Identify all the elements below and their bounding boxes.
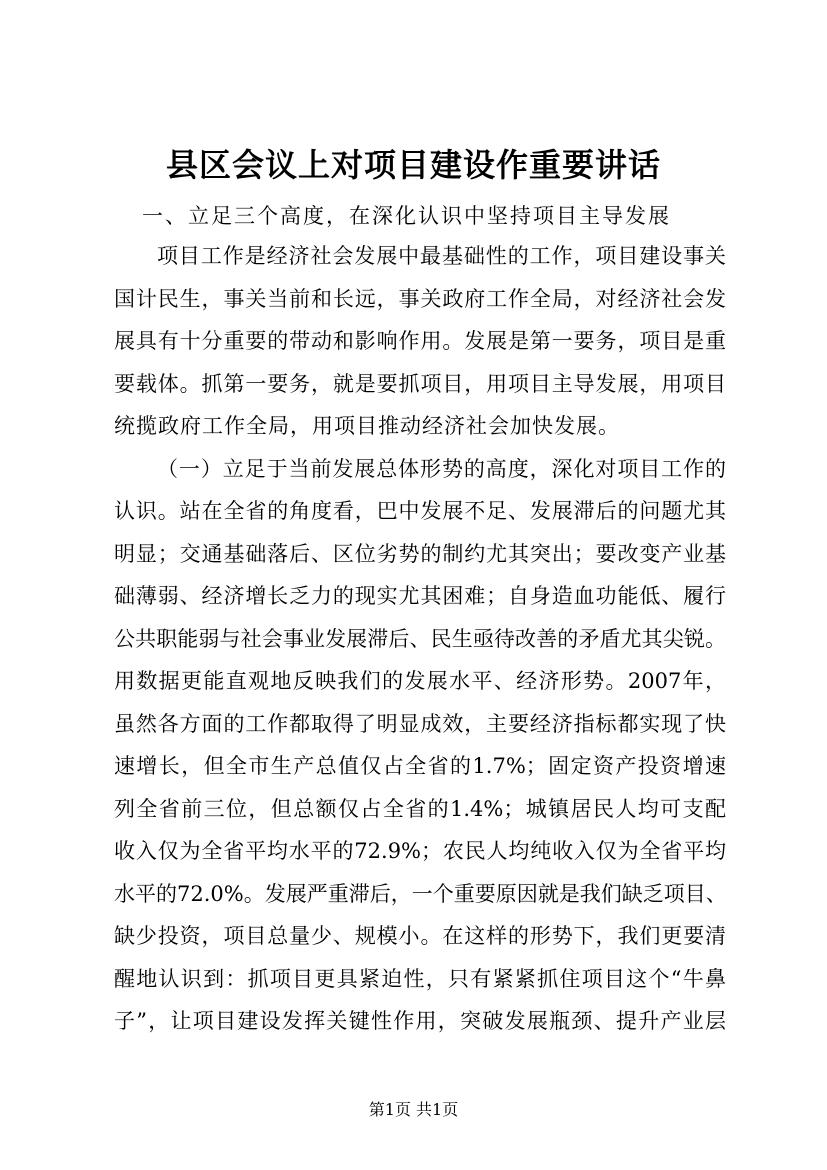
paragraph-line: 醒地认识到：抓项目更具紧迫性，只有紧紧抓住项目这个“牛鼻 <box>114 967 726 991</box>
paragraph-line: （一）立足于当前发展总体形势的高度，深化对项目工作的 <box>157 457 726 481</box>
document-title: 县区会议上对项目建设作重要讲话 <box>165 146 661 184</box>
paragraph-line: 速增长，但全市生产总值仅占全省的1.7%；固定资产投资增速 <box>114 754 726 778</box>
paragraph-line: 虽然各方面的工作都取得了明显成效，主要经济指标都实现了快 <box>114 712 726 736</box>
paragraph-line: 认识。站在全省的角度看，巴中发展不足、发展滞后的问题尤其 <box>114 499 726 523</box>
paragraph-line: 明显；交通基础落后、区位劣势的制约尤其突出；要改变产业基 <box>114 542 726 566</box>
paragraph-line: 公共职能弱与社会事业发展滞后、民生亟待改善的矛盾尤其尖锐。 <box>114 627 726 651</box>
page-number: 第1页 共1页 <box>368 1100 459 1119</box>
paragraph-line: 展具有十分重要的带动和影响作用。发展是第一要务，项目是重 <box>114 329 726 353</box>
paragraph-line: 用数据更能直观地反映我们的发展水平、经济形势。2007年， <box>114 669 726 693</box>
paragraph-line: 统揽政府工作全局，用项目推动经济社会加快发展。 <box>114 414 620 438</box>
paragraph-line: 列全省前三位，但总额仅占全省的1.4%；城镇居民人均可支配 <box>114 797 726 821</box>
paragraph-line: 水平的72.0%。发展严重滞后，一个重要原因就是我们缺乏项目、 <box>114 882 727 906</box>
paragraph-line: 项目工作是经济社会发展中最基础性的工作，项目建设事关 <box>157 244 726 268</box>
paragraph-line: 要载体。抓第一要务，就是要抓项目，用项目主导发展，用项目 <box>114 372 726 396</box>
paragraph-line: 础薄弱、经济增长乏力的现实尤其困难；自身造血功能低、履行 <box>114 584 726 608</box>
paragraph-line: 子”，让项目建设发挥关键性作用，突破发展瓶颈、提升产业层 <box>114 1009 726 1033</box>
section-heading: 一、立足三个高度，在深化认识中坚持项目主导发展 <box>142 204 671 228</box>
paragraph-line: 缺少投资，项目总量少、规模小。在这样的形势下，我们更要清 <box>114 924 726 948</box>
paragraph-line: 国计民生，事关当前和长远，事关政府工作全局，对经济社会发 <box>114 287 726 311</box>
paragraph-line: 收入仅为全省平均水平的72.9%；农民人均纯收入仅为全省平均 <box>114 839 726 863</box>
